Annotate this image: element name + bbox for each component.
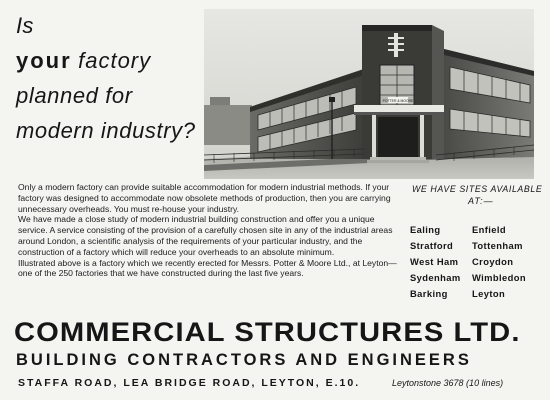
headline-factory: factory (78, 48, 152, 73)
sites-heading: WE HAVE SITES AVAILABLE (412, 184, 543, 194)
site-location: Sydenham (410, 272, 461, 283)
site-location: Enfield (472, 224, 507, 235)
company-address: STAFFA ROAD, LEA BRIDGE ROAD, LEYTON, E.10. (18, 377, 361, 389)
factory-photo (204, 9, 534, 179)
factory-illustration (204, 9, 534, 179)
entrance-sign: POTTER & MOORE (382, 99, 414, 103)
company-phone: Leytonstone 3678 (10 lines) (392, 378, 504, 388)
sites-panel (410, 184, 543, 299)
body-copy (18, 182, 402, 279)
site-location: West Ham (410, 256, 459, 267)
site-location: Ealing (410, 224, 441, 235)
sites-list (410, 224, 542, 299)
sites-subheading: AT:— (468, 196, 494, 206)
site-location: Croydon (472, 256, 514, 267)
site-location: Barking (410, 288, 448, 299)
headline-line-2 (16, 43, 196, 78)
company-tagline: BUILDING CONTRACTORS AND ENGINEERS (16, 351, 472, 369)
headline-your: your (16, 48, 72, 73)
headline-line-4: modern industry? (16, 118, 196, 143)
company-name: COMMERCIAL STRUCTURES LTD. (14, 317, 521, 347)
site-location: Tottenham (472, 240, 523, 251)
headline-line-1: Is (16, 13, 34, 38)
site-location: Leyton (472, 288, 506, 299)
headline-line-3: planned for (16, 83, 133, 108)
site-location: Stratford (410, 240, 454, 251)
body-paragraph: Only a modern factory can provide suitable accommodation for modern industrial methods. If your factory was designed to accommodate now obsolete methods of production, then you are carrying unnecessary overheads. You must re-house your industry. (18, 182, 391, 214)
site-location: Wimbledon (472, 272, 527, 283)
headline (16, 8, 196, 148)
body-paragraph: Illustrated above is a factory which we recently erected for Messrs. Potter & Moore Ltd., at Leyton—one of the 250 factories that we have constructed during the last five years. (18, 257, 397, 279)
body-paragraph: We have made a close study of modern industrial building construction and offer you a unique service. A service consisting of the provision of a carefully chosen site in any of the industrial areas around London, a scientific analysis of the requirements of your particular industry, and the construction of a factory which will reduce your overheads to an absolute minimum. (18, 214, 393, 257)
